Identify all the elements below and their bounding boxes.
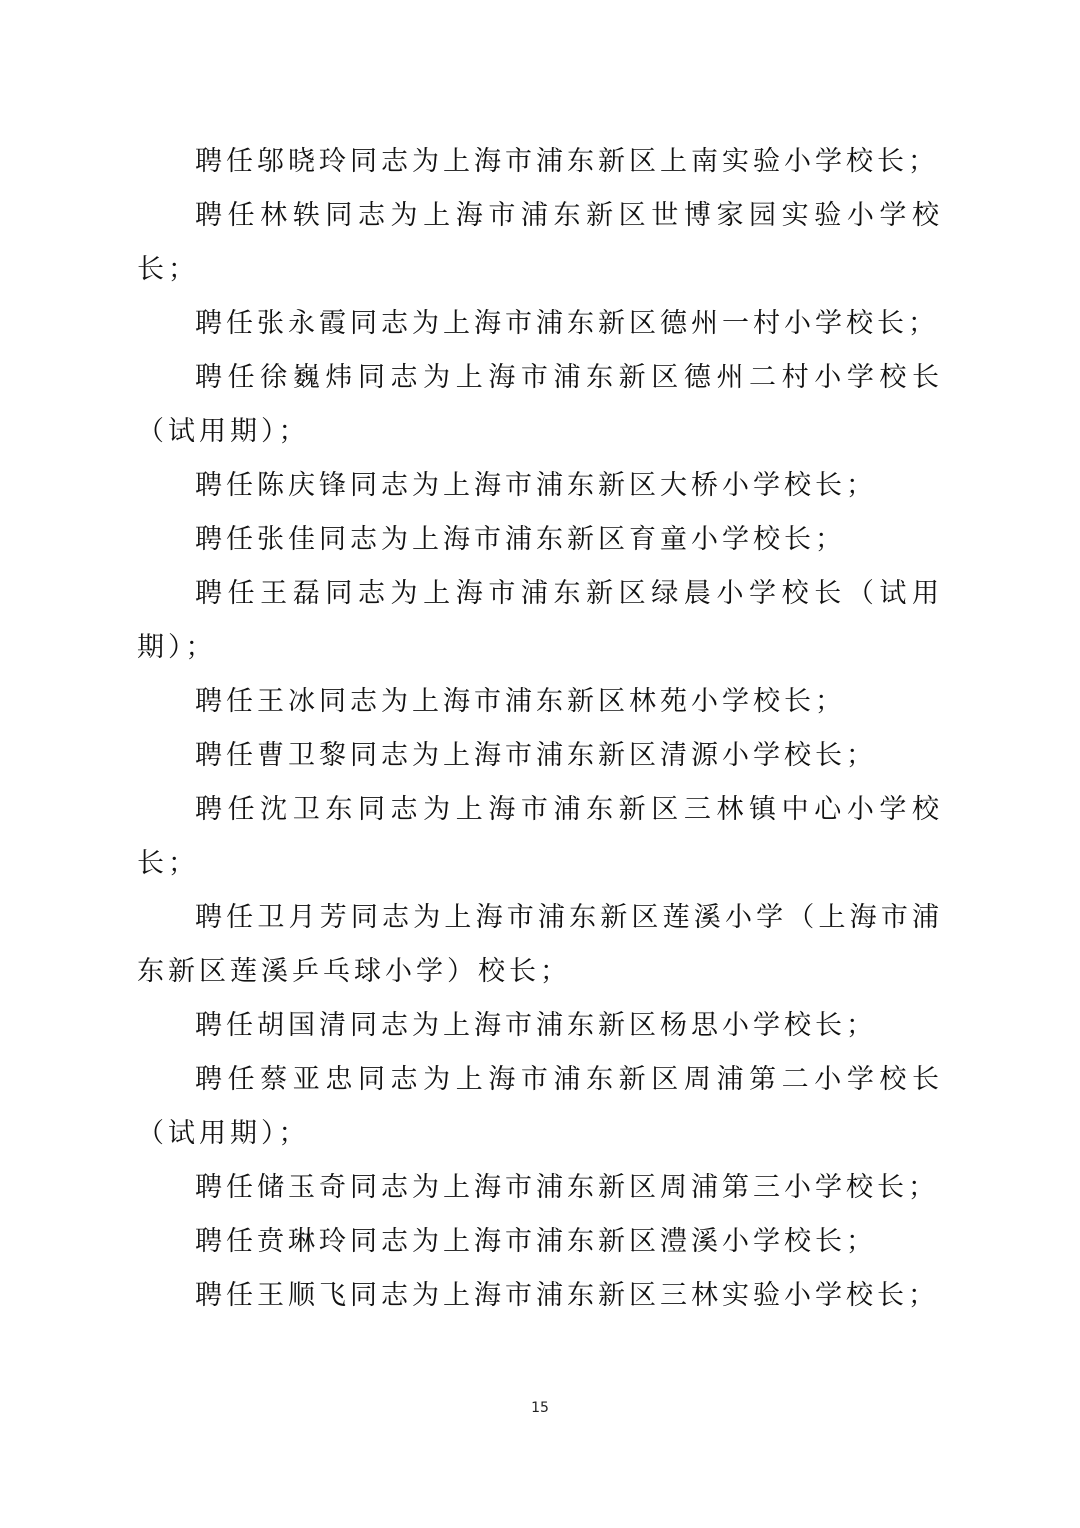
appointment-paragraph: 聘任卫月芳同志为上海市浦东新区莲溪小学（上海市浦东新区莲溪乒乓球小学）校长； bbox=[137, 902, 943, 987]
appointment-paragraph: 聘任王冰同志为上海市浦东新区林苑小学校长； bbox=[195, 686, 846, 717]
appointment-paragraph: 聘任陈庆锋同志为上海市浦东新区大桥小学校长； bbox=[195, 470, 877, 501]
page-number: 15 bbox=[531, 1400, 549, 1416]
appointment-paragraph: 聘任徐巍炜同志为上海市浦东新区德州二村小学校长（试用期）； bbox=[137, 362, 943, 447]
appointment-paragraph: 聘任王磊同志为上海市浦东新区绿晨小学校长（试用期）； bbox=[137, 578, 943, 663]
appointment-paragraph: 聘任沈卫东同志为上海市浦东新区三林镇中心小学校长； bbox=[137, 794, 943, 879]
appointment-paragraph: 聘任贲琳玲同志为上海市浦东新区澧溪小学校长； bbox=[195, 1226, 877, 1257]
appointment-paragraph: 聘任储玉奇同志为上海市浦东新区周浦第三小学校长； bbox=[195, 1172, 939, 1203]
appointment-paragraph: 聘任张永霞同志为上海市浦东新区德州一村小学校长； bbox=[195, 308, 939, 339]
appointment-paragraph: 聘任林轶同志为上海市浦东新区世博家园实验小学校长； bbox=[137, 200, 943, 285]
appointment-paragraph: 聘任王顺飞同志为上海市浦东新区三林实验小学校长； bbox=[195, 1280, 939, 1311]
document-body bbox=[137, 135, 943, 1323]
appointment-paragraph: 聘任胡国清同志为上海市浦东新区杨思小学校长； bbox=[195, 1010, 877, 1041]
appointment-paragraph: 聘任邬晓玲同志为上海市浦东新区上南实验小学校长； bbox=[195, 146, 939, 177]
appointment-paragraph: 聘任蔡亚忠同志为上海市浦东新区周浦第二小学校长（试用期）； bbox=[137, 1064, 943, 1149]
appointment-paragraph: 聘任张佳同志为上海市浦东新区育童小学校长； bbox=[195, 524, 846, 555]
appointment-paragraph: 聘任曹卫黎同志为上海市浦东新区清源小学校长； bbox=[195, 740, 877, 771]
